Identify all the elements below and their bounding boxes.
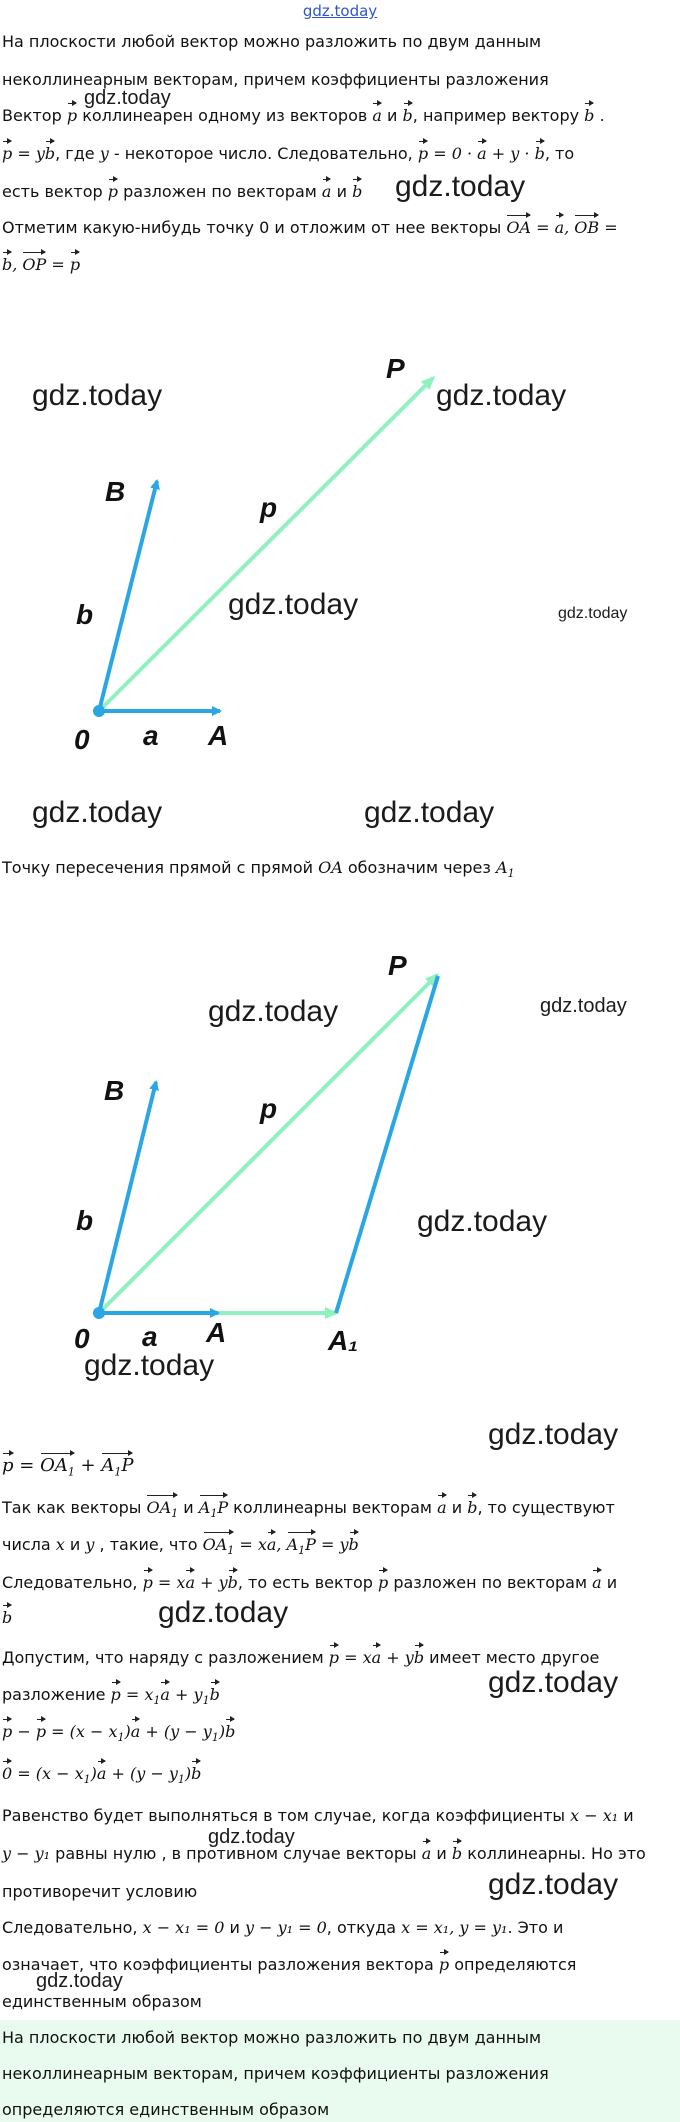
vector-OA1: $OA_1$ xyxy=(146,1498,178,1524)
watermark: gdz.today xyxy=(436,379,567,412)
text: и xyxy=(69,1535,81,1554)
watermark: gdz.today xyxy=(540,995,627,1017)
intro-line-3 xyxy=(2,106,605,126)
text: , такие, что xyxy=(99,1535,198,1554)
figure-vectors-1 xyxy=(0,340,680,840)
text: , откуда xyxy=(326,1918,397,1937)
top-watermark-link[interactable]: gdz.today xyxy=(302,2,378,20)
text: и xyxy=(436,1844,447,1863)
label-b: b xyxy=(76,1205,94,1236)
text: и xyxy=(183,1498,194,1517)
var-x: x xyxy=(55,1535,65,1554)
vector-p-arrow xyxy=(99,378,433,711)
figure-vectors-2 xyxy=(0,940,680,1400)
text: и xyxy=(623,1806,634,1825)
label-b: b xyxy=(76,599,94,630)
text: Вектор xyxy=(2,106,62,125)
vector-a: a xyxy=(421,1844,432,1863)
label-p: p xyxy=(260,492,278,523)
text: Точку пересечения прямой с прямой xyxy=(2,858,314,877)
formula: $OA_1$ = xa, $A_1P$ = yb xyxy=(203,1535,359,1554)
text: , то xyxy=(544,144,575,163)
watermark: gdz.today xyxy=(36,1970,123,1992)
vector-p: p xyxy=(66,106,78,125)
vector-a: a xyxy=(437,1498,447,1517)
vector-p: p xyxy=(438,1955,450,1974)
watermark: gdz.today xyxy=(208,1826,295,1848)
vector-b: b xyxy=(584,106,595,125)
formula-A1: $A_1$ xyxy=(496,858,515,881)
text: Допустим, что наряду с разложением xyxy=(2,1648,324,1667)
formula: = y xyxy=(17,144,45,163)
proof-line-8: $p - p = (x - x_1)a + (y - y_1)b$ xyxy=(2,1722,236,1745)
proof-line-5: b xyxy=(2,1608,13,1627)
conclusion-line-3: определяются единственным образом xyxy=(2,2100,330,2119)
text: , где xyxy=(55,144,95,163)
text: и xyxy=(387,106,398,125)
label-O: 0 xyxy=(74,724,90,755)
text: и xyxy=(336,182,347,201)
vector-b: b xyxy=(44,144,56,163)
text: Следовательно, xyxy=(2,1573,138,1592)
watermark: gdz.today xyxy=(158,1596,289,1629)
formula: OA = a, OB = xyxy=(506,218,618,237)
text: коллинеарны. Но это xyxy=(467,1844,646,1863)
label-B: B xyxy=(104,1075,125,1106)
vector-a: a xyxy=(372,106,382,125)
watermark: gdz.today xyxy=(208,995,339,1028)
text: числа xyxy=(2,1535,51,1554)
text: Так как векторы xyxy=(2,1498,142,1517)
text: коллинеарны векторам xyxy=(233,1498,432,1517)
formula: y − y₁ xyxy=(2,1844,51,1863)
text: Следовательно, xyxy=(2,1918,138,1937)
vector-p: p xyxy=(378,1573,389,1592)
label-P: P xyxy=(386,353,405,384)
formula: p = xa + yb xyxy=(142,1573,238,1592)
watermark: gdz.today xyxy=(395,170,526,203)
text: и xyxy=(229,1918,240,1937)
vector-a: a xyxy=(477,144,487,163)
proof-line-3 xyxy=(2,1535,359,1561)
watermark: gdz.today xyxy=(488,1666,619,1699)
conclusion-box xyxy=(0,2020,680,2122)
text: - некоторое число. Следовательно, xyxy=(113,144,413,163)
formula: y − y₁ = 0 xyxy=(244,1918,327,1937)
intersection-text xyxy=(2,858,515,884)
formula: + y · xyxy=(491,144,530,163)
text: имеет место другое xyxy=(429,1648,600,1667)
watermark: gdz.today xyxy=(488,1418,619,1451)
vector-a: a xyxy=(321,182,332,201)
text: , то существуют xyxy=(477,1498,615,1517)
intro-line-1: На плоскости любой вектор можно разложить по двум данным xyxy=(2,32,542,51)
proof-line-7 xyxy=(2,1685,220,1711)
var-y: y xyxy=(85,1535,95,1554)
vector-b: b xyxy=(451,1844,463,1863)
vector-b-arrow xyxy=(99,1082,156,1313)
watermark: gdz.today xyxy=(364,796,495,829)
conclusion-line-2: неколлинеарным векторам, причем коэффициенты разложения xyxy=(2,2064,549,2083)
vector-b: b xyxy=(402,106,413,125)
formula: p = xa + yb xyxy=(328,1648,425,1667)
watermark: gdz.today xyxy=(417,1205,548,1238)
vector-p: p xyxy=(417,144,429,163)
intro-line-5 xyxy=(2,182,362,202)
text: и xyxy=(451,1498,463,1517)
formula: $p = x_1a + y_1b$ xyxy=(110,1685,220,1708)
watermark: gdz.today xyxy=(32,379,163,412)
text: , то есть вектор xyxy=(237,1573,373,1592)
proof-line-11 xyxy=(2,1844,646,1864)
label-B: B xyxy=(105,476,126,507)
formula-OA: OA xyxy=(318,858,343,877)
vector-b: b xyxy=(534,144,545,163)
formula: x − x₁ = 0 xyxy=(142,1918,225,1937)
text: означает, что коэффициенты разложения вектора xyxy=(2,1955,434,1974)
proof-line-4 xyxy=(2,1573,617,1593)
vector-b: b xyxy=(467,1498,478,1517)
proof-line-2 xyxy=(2,1498,615,1524)
watermark: gdz.today xyxy=(558,605,628,622)
label-O: 0 xyxy=(74,1323,90,1354)
label-A1: A₁ xyxy=(328,1325,359,1356)
text: , например вектору xyxy=(412,106,580,125)
vector-b: b xyxy=(352,182,363,201)
watermark: gdz.today xyxy=(84,87,171,109)
proof-line-9: $0 = (x - x_1)a + (y - y_1)b$ xyxy=(2,1764,202,1787)
vector-a: a xyxy=(592,1573,602,1592)
watermark: gdz.today xyxy=(84,1349,215,1382)
text: Отметим какую-нибудь точку 0 и отложим от нее векторы xyxy=(2,218,502,237)
text: коллинеарен одному из векторов xyxy=(82,106,368,125)
vector-p: p xyxy=(2,144,13,163)
text: равны нулю , в противном случае векторы xyxy=(55,1844,417,1863)
watermark: gdz.today xyxy=(228,588,359,621)
vector-A1P: $A_1P$ xyxy=(199,1498,228,1524)
watermark: gdz.today xyxy=(32,796,163,829)
text: . xyxy=(599,106,605,125)
label-A: A xyxy=(206,1317,227,1348)
watermark: gdz.today xyxy=(488,1868,619,1901)
equation-p-sum: $p = OA_1 + A_1P$ xyxy=(2,1456,133,1483)
proof-line-15: единственным образом xyxy=(2,1992,202,2011)
label-P: P xyxy=(388,950,407,981)
intro-line-7: b, OP = p xyxy=(2,255,81,274)
proof-line-6 xyxy=(2,1648,599,1668)
vector-p: p xyxy=(107,182,119,201)
label-A: A xyxy=(208,720,229,751)
var-y: y xyxy=(99,144,109,163)
formula: x − x₁ xyxy=(570,1806,619,1825)
text: разложение xyxy=(2,1685,106,1704)
intro-line-4 xyxy=(2,144,574,164)
formula: = 0 · xyxy=(433,144,473,163)
proof-line-13 xyxy=(2,1918,563,1938)
proof-line-12: противоречит условию xyxy=(2,1882,198,1901)
proof-line-10 xyxy=(2,1806,634,1826)
origin-point xyxy=(93,1307,105,1319)
text: и xyxy=(606,1573,618,1592)
text: Равенство будет выполняться в том случае, когда коэффициенты xyxy=(2,1806,566,1825)
text: разложен по векторам xyxy=(393,1573,588,1592)
label-a: a xyxy=(142,1321,158,1352)
origin-point xyxy=(93,705,105,717)
text: . Это и xyxy=(507,1918,564,1937)
formula: x = x₁, y = y₁ xyxy=(401,1918,508,1937)
label-a: a xyxy=(143,720,159,751)
text: разложен по векторам xyxy=(123,182,317,201)
vector-b-arrow xyxy=(99,481,157,711)
text: обозначим через xyxy=(347,858,491,877)
intro-line-6 xyxy=(2,218,618,238)
conclusion-line-1: На плоскости любой вектор можно разложить по двум данным xyxy=(2,2028,542,2047)
text: есть вектор xyxy=(2,182,103,201)
intro-line-2: неколлинеарным векторам, причем коэффициенты разложения xyxy=(2,70,549,89)
text: определяются xyxy=(454,1955,577,1974)
label-p: p xyxy=(260,1093,278,1124)
